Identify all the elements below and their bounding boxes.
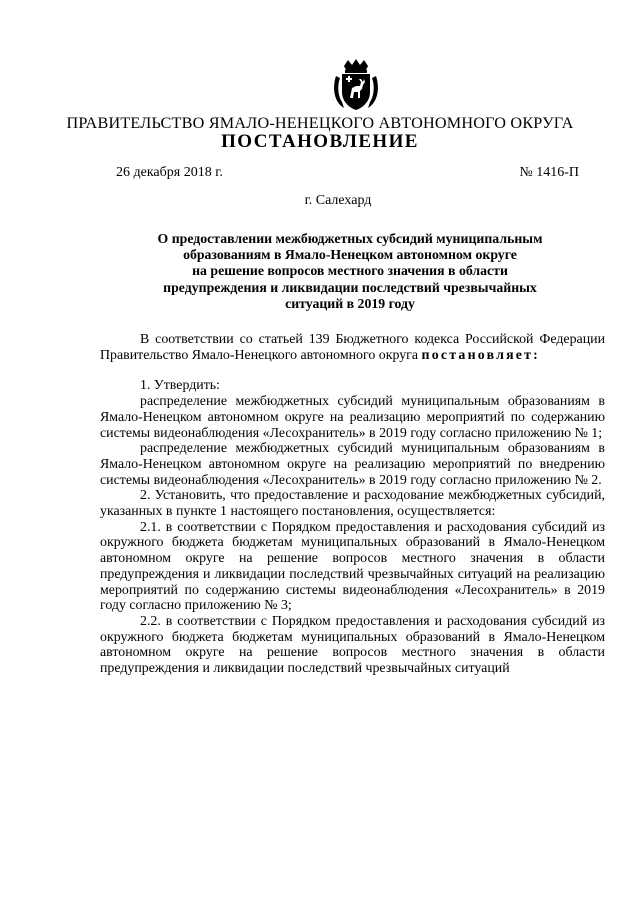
title-line: предупреждения и ликвидации последствий чрезвычайных	[163, 279, 537, 295]
item1-heading: 1. Утвердить:	[140, 378, 220, 394]
document-city: г. Салехард	[304, 193, 372, 208]
document-title	[110, 231, 590, 312]
document-number: № 1416-П	[519, 165, 579, 180]
preamble-text: В соответствии со статьей 139 Бюджетного кодекса Российской Федерации Правительство Ямало-Ненецкого автономного округа	[100, 332, 605, 363]
preamble-paragraph	[100, 332, 605, 363]
title-line: на решение вопросов местного значения в области	[192, 263, 508, 279]
item1-b-paragraph: распределение межбюджетных субсидий муниципальным образованиям в Ямало-Ненецком автономном округе на реализацию мероприятий по внедрению системы видеонаблюдения «Лесохранитель» в 2019 году согласно приложению № 2.	[100, 441, 605, 488]
title-line: образованиям в Ямало-Ненецком автономном округе	[183, 247, 517, 263]
item2-1-paragraph: 2.1. в соответствии с Порядком предоставления и расходования субсидий из окружного бюджета бюджетам муниципальных образований в Ямало-Ненецком автономном округе на решение вопросов местного значения в области предупреждения и ликвидации последствий чрезвычайных ситуаций на реализацию мероприятий по содержанию системы видеонаблюдения «Лесохранитель» в 2019 году согласно приложению № 3;	[100, 519, 605, 614]
title-line: О предоставлении межбюджетных субсидий муниципальным	[157, 231, 543, 246]
document-date: 26 декабря 2018 г.	[116, 165, 223, 180]
government-name: ПРАВИТЕЛЬСТВО ЯМАЛО-НЕНЕЦКОГО АВТОНОМНОГО ОКРУГА	[66, 114, 574, 132]
document-type: ПОСТАНОВЛЕНИЕ	[221, 131, 419, 152]
coat-of-arms-emblem	[330, 58, 382, 112]
title-line: ситуаций в 2019 году	[285, 295, 415, 311]
item1-a-paragraph: распределение межбюджетных субсидий муниципальным образованиям в Ямало-Ненецком автономном округе на реализацию мероприятий по содержанию системы видеонаблюдения «Лесохранитель» в 2019 году согласно приложению № 1;	[100, 394, 605, 441]
item2-2-paragraph: 2.2. в соответствии с Порядком предоставления и расходования субсидий из окружного бюджета бюджетам муниципальных образований в Ямало-Ненецком автономном округе на решение вопросов местного значения в области предупреждения и ликвидации последствий чрезвычайных ситуаций	[100, 613, 605, 677]
resolves-word: постановляет:	[421, 347, 541, 363]
document-body	[100, 332, 605, 677]
item2-paragraph: 2. Установить, что предоставление и расходование межбюджетных субсидий, указанных в пункте 1 настоящего постановления, осуществляется:	[100, 488, 605, 520]
